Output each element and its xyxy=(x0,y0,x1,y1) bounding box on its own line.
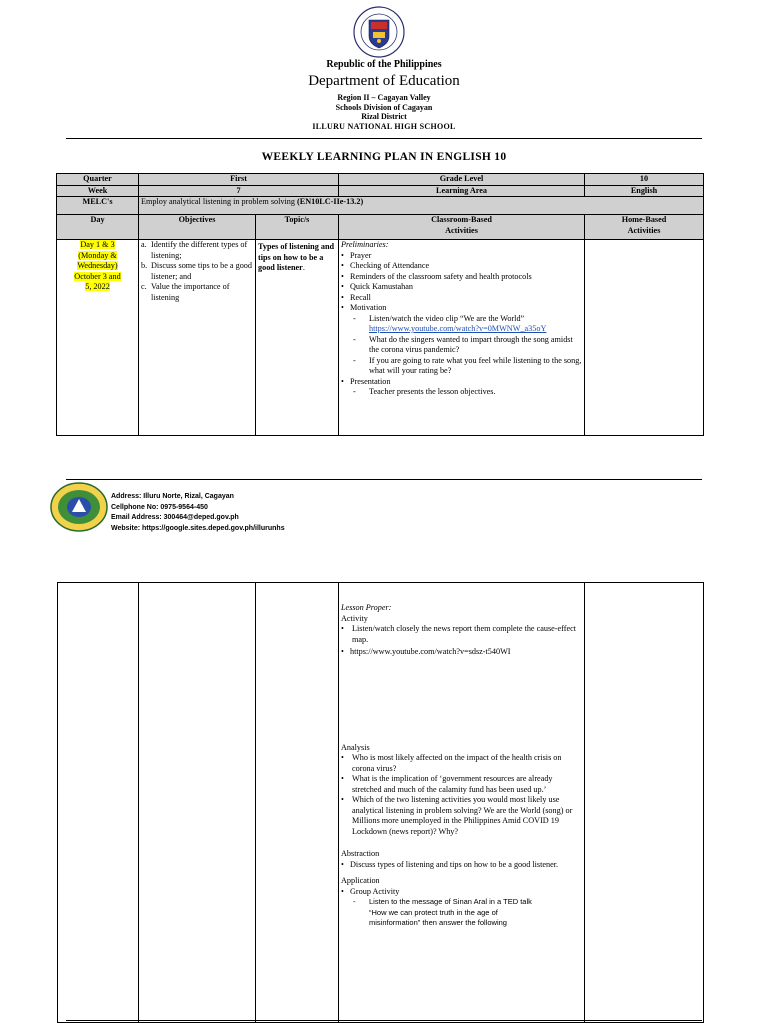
col-classroom xyxy=(339,215,585,240)
home-activities-cell xyxy=(585,240,704,436)
objective-text: Discuss some tips to be a good listener; and xyxy=(151,261,252,281)
quarter-label: Quarter xyxy=(57,174,139,186)
topic-text: Types of listening and tips on how to be a good listener xyxy=(258,242,335,272)
learning-plan-table xyxy=(56,173,704,436)
col-day: Day xyxy=(57,215,139,240)
plan-title: WEEKLY LEARNING PLAN IN ENGLISH 10 xyxy=(261,151,507,163)
bullet-item: • Reminders of the classroom safety and health protocols xyxy=(341,272,582,283)
preliminaries-heading: Preliminaries: xyxy=(341,240,389,249)
application-heading: Application xyxy=(341,876,380,885)
activity-heading: Activity xyxy=(341,613,368,623)
objective-text: Value the importance of listening xyxy=(151,282,230,302)
contact-info xyxy=(111,492,285,534)
analysis-item: • What is the implication of ‘government resources are already stretched and much of the calamity fund has been used up.’ xyxy=(341,774,582,795)
week-value: 7 xyxy=(139,185,339,197)
objective-item xyxy=(141,240,253,261)
district-label: Rizal District xyxy=(361,112,407,121)
col-home-line2: Activities xyxy=(627,225,661,235)
motivation-item xyxy=(341,314,582,335)
page-bottom-divider xyxy=(66,1020,702,1021)
objectives-cell xyxy=(139,240,256,436)
objective-number: c. xyxy=(141,282,147,291)
spacer xyxy=(341,658,582,743)
cellphone-text: Cellphone No: 0975-9564-450 xyxy=(111,503,208,511)
col-objectives: Objectives xyxy=(139,215,256,240)
region-label: Region II – Cagayan Valley xyxy=(337,93,431,102)
activity-link: • https://www.youtube.com/watch?v=sdsz-t540WI xyxy=(341,647,582,658)
day-line: October 3 and xyxy=(74,271,121,281)
bullet-item: • Motivation xyxy=(341,303,582,314)
header-divider xyxy=(66,138,702,139)
video-link[interactable]: https://www.youtube.com/watch?v=0MWNW_a35oY xyxy=(369,324,547,333)
spacer xyxy=(341,837,582,849)
abstraction-item: • Discuss types of listening and tips on how to be a good listener. xyxy=(341,860,582,871)
activity-item: • Listen/watch closely the news report them complete the cause-effect map. xyxy=(341,624,582,645)
classroom-activities-cell-p2 xyxy=(339,583,585,1023)
grade-label: Grade Level xyxy=(339,174,585,186)
bullet-item: • Prayer xyxy=(341,251,582,262)
analysis-heading: Analysis xyxy=(341,742,370,752)
application-line: “How we can protect truth in the age of xyxy=(369,907,498,917)
school-logo xyxy=(50,482,108,532)
day-line: (Monday & xyxy=(78,250,117,260)
footer-divider xyxy=(66,479,702,480)
republic-label: Republic of the Philippines xyxy=(326,59,442,70)
topics-cell xyxy=(256,240,339,436)
bullet-item: • Recall xyxy=(341,293,582,304)
application-detail xyxy=(341,897,582,929)
bullet-item: • Checking of Attendance xyxy=(341,261,582,272)
objective-text: Identify the different types of listening; xyxy=(151,240,248,260)
presentation-item: • Presentation xyxy=(341,377,582,388)
analysis-item: • Who is most likely affected on the impact of the health crisis on corona virus? xyxy=(341,753,582,774)
quarter-value: First xyxy=(139,174,339,186)
application-item: • Group Activity xyxy=(341,887,582,898)
learning-plan-table-page2 xyxy=(57,582,704,1023)
motivation-item: - What do the singers wanted to impart through the song amidst the corona virus pandemic? xyxy=(341,335,582,356)
day-cell xyxy=(57,240,139,436)
deped-seal-logo xyxy=(353,6,405,58)
email-text: Email Address: 300464@deped.gov.ph xyxy=(111,514,239,521)
division-label: Schools Division of Cagayan xyxy=(335,102,433,112)
col-classroom-line1: Classroom-Based xyxy=(431,215,492,224)
area-label: Learning Area xyxy=(339,185,585,197)
abstraction-heading: Abstraction xyxy=(341,849,380,858)
home-activities-cell-p2 xyxy=(585,583,704,1023)
day-cell-p2 xyxy=(58,583,139,1023)
topic-period: . xyxy=(302,263,305,272)
motivation-text: Listen/watch the video clip “We are the World” xyxy=(369,313,525,323)
objective-item xyxy=(141,261,253,282)
address-text: Address: Illuru Norte, Rizal, Cagayan xyxy=(111,493,234,500)
objective-number: a. xyxy=(141,240,147,249)
topics-cell-p2 xyxy=(256,583,339,1023)
analysis-item: • Which of the two listening activities you would most likely use analytical listening in problem solving? We are the World (song) or Millions more unemployed in the Philippines Amid COVID 19 Lockdown (news report)? Why? xyxy=(341,795,582,837)
objective-number: b. xyxy=(141,261,148,270)
objective-item xyxy=(141,282,253,303)
objectives-cell-p2 xyxy=(139,583,256,1023)
col-topics: Topic/s xyxy=(256,215,339,240)
melc-cell xyxy=(139,197,704,215)
school-label: ILLURU NATIONAL HIGH SCHOOL xyxy=(312,121,456,131)
classroom-activities-cell xyxy=(339,240,585,436)
col-home-line1: Home-Based xyxy=(621,215,667,224)
week-label: Week xyxy=(57,185,139,197)
col-classroom-line2: Activities xyxy=(445,225,478,235)
application-line: misinformation” then answer the following xyxy=(369,918,507,927)
bullet-item: • Quick Kamustahan xyxy=(341,282,582,293)
grade-value: 10 xyxy=(585,174,704,186)
melc-text: Employ analytical listening in problem solving xyxy=(141,197,295,206)
col-home xyxy=(585,215,704,240)
day-line: 5, 2022 xyxy=(85,282,110,291)
lesson-proper-heading: Lesson Proper: xyxy=(341,603,392,612)
melc-code: (EN10LC-IIe-13.2) xyxy=(297,197,364,206)
area-value: English xyxy=(585,185,704,197)
presentation-detail: - Teacher presents the lesson objectives. xyxy=(341,387,582,398)
application-line: - Listen to the message of Sinan Aral in a TED talk xyxy=(369,897,532,906)
day-line: Day 1 & 3 xyxy=(80,240,115,249)
motivation-item: - If you are going to rate what you feel while listening to the song, what will your rating be? xyxy=(341,356,582,377)
department-title: Department of Education xyxy=(308,73,460,89)
day-line: Wednesday) xyxy=(77,261,118,270)
school-block xyxy=(0,93,768,131)
melc-label: MELC's xyxy=(57,197,139,215)
website-text: Website: https://google.sites.deped.gov.ph/illurunhs xyxy=(111,524,285,532)
